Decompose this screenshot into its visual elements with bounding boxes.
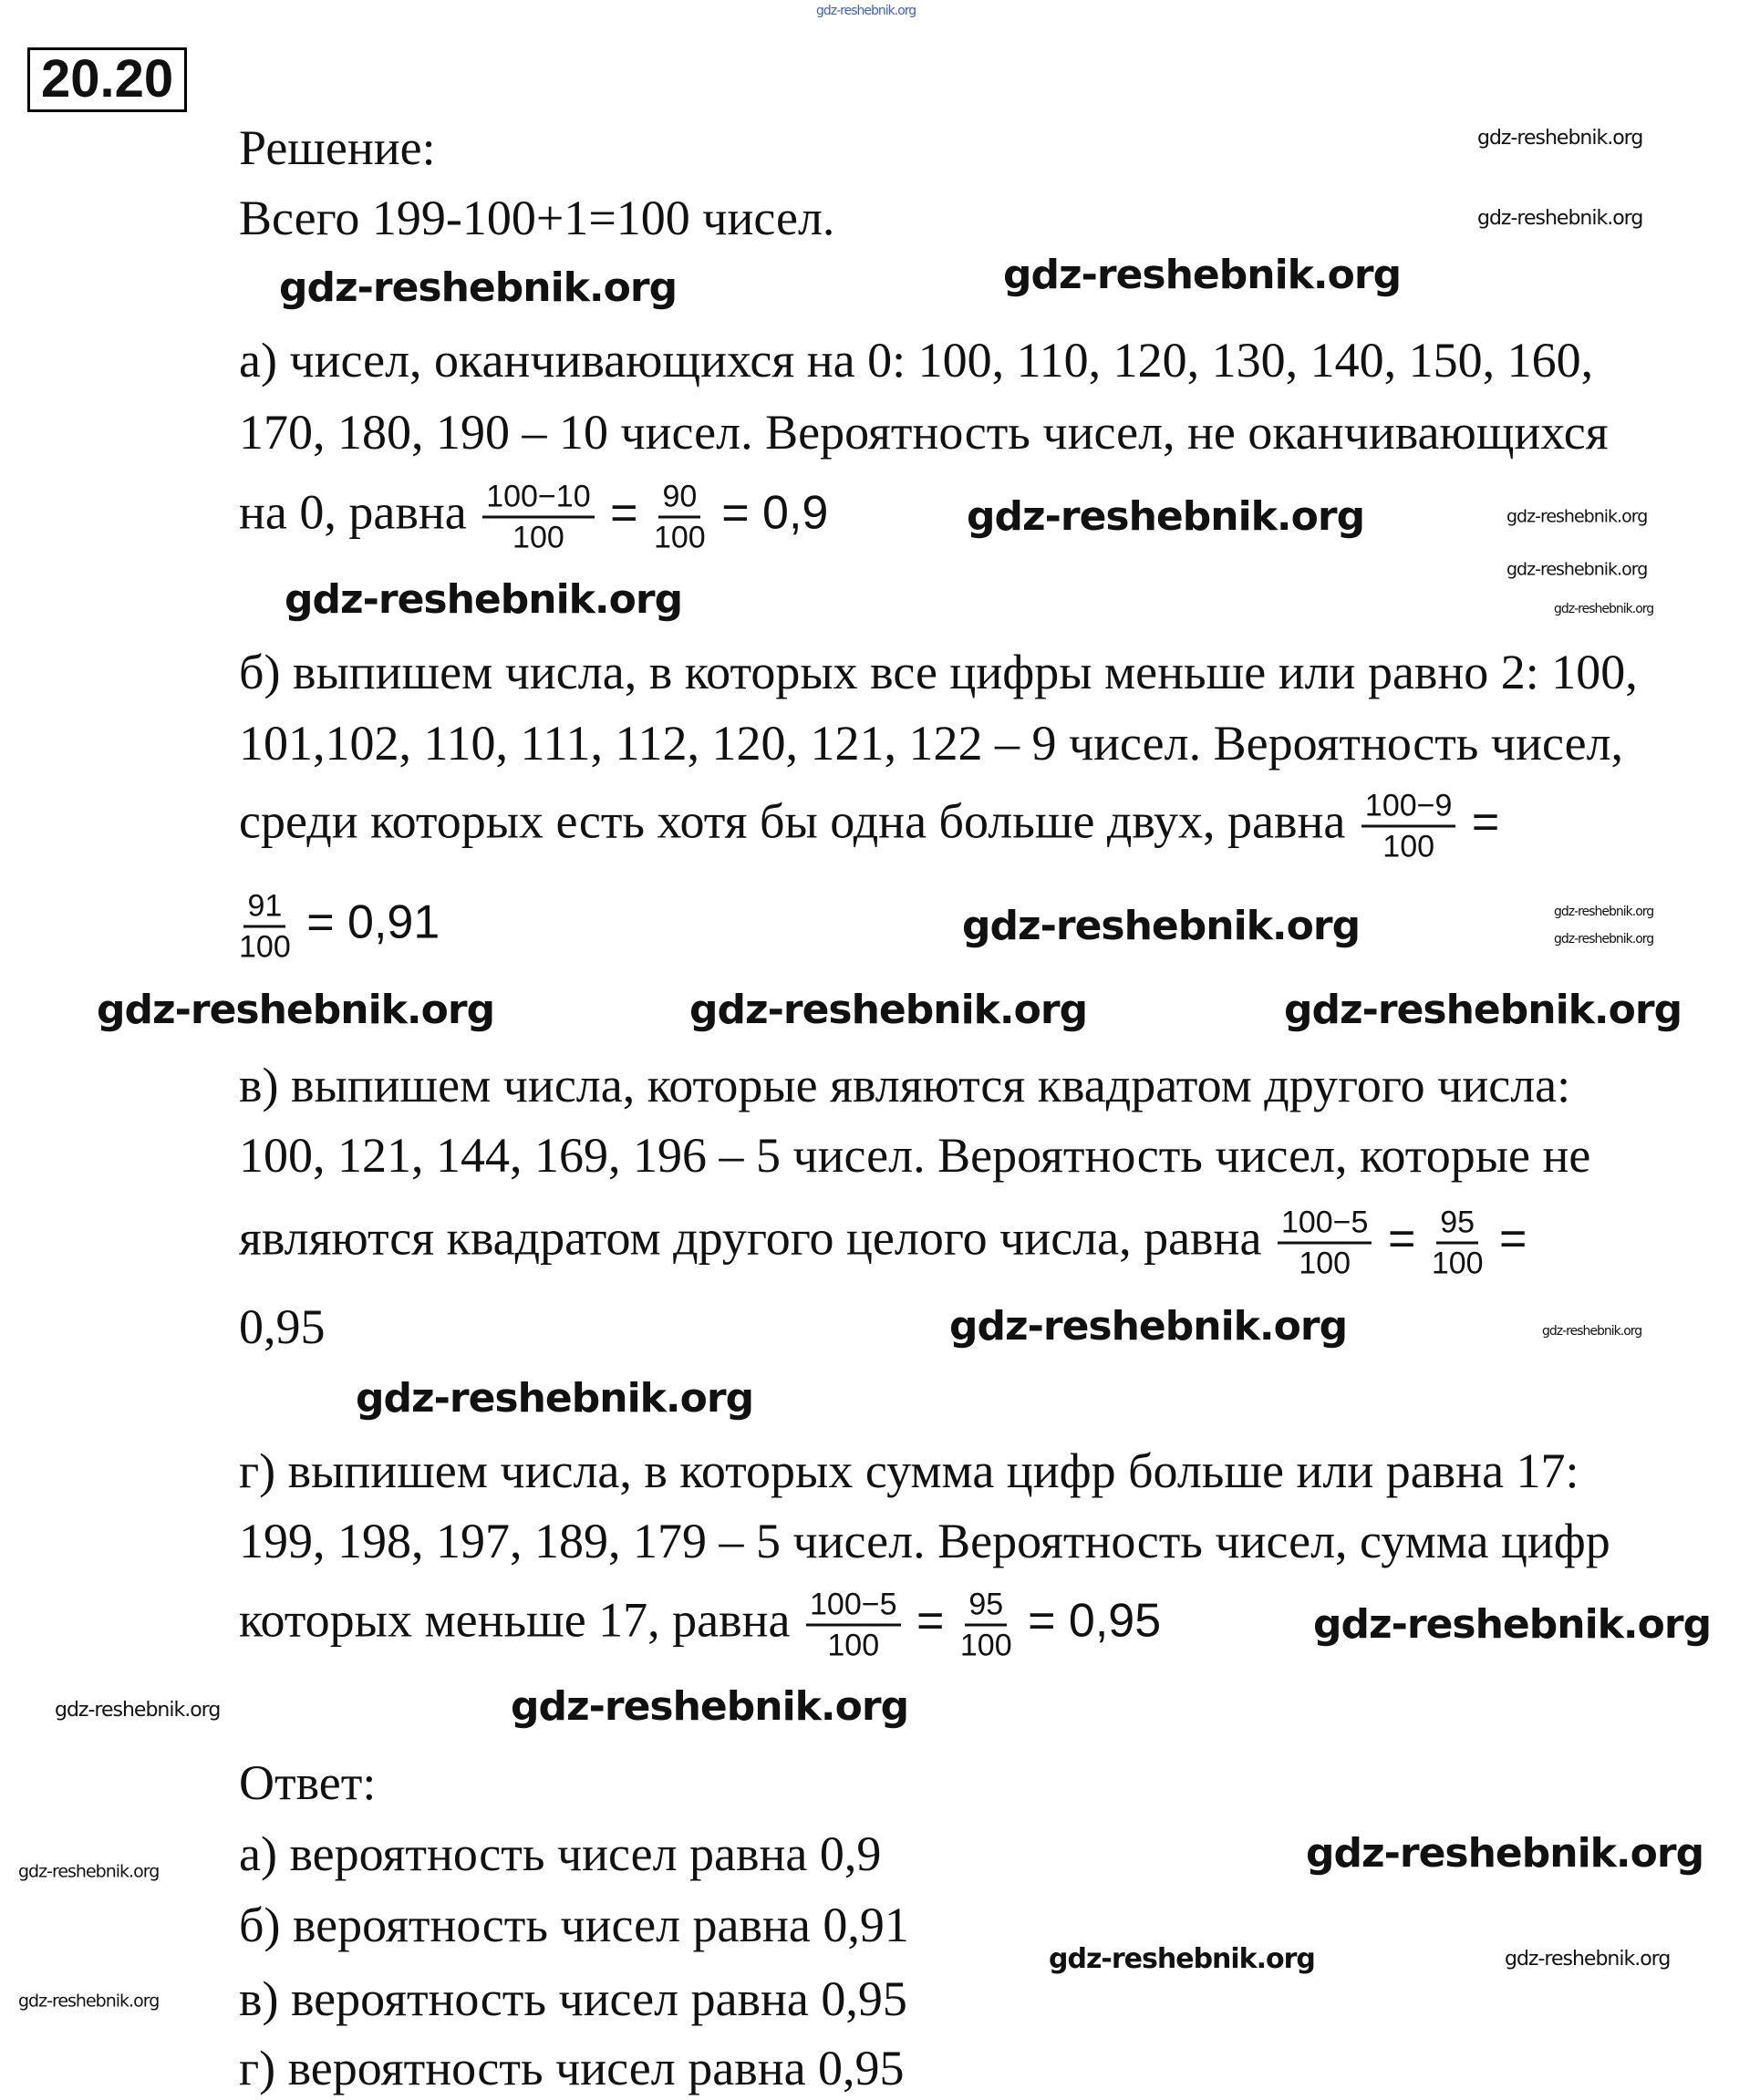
equals: =	[1471, 795, 1500, 849]
part-b-line3	[239, 787, 1499, 866]
numerator: 91	[243, 887, 285, 928]
equals: =	[1499, 1212, 1527, 1266]
watermark: gdz-reshebnik.org	[1506, 559, 1648, 580]
watermark: gdz-reshebnik.org	[1554, 602, 1654, 616]
fraction	[482, 478, 594, 557]
denominator: 100	[512, 520, 564, 555]
answer-item: г) вероятность чисел равна 0,95	[239, 2041, 905, 2095]
watermark: gdz-reshebnik.org	[18, 1991, 160, 2012]
text: среди которых есть хотя бы одна больше двух, равна	[239, 793, 1346, 849]
text: которых меньше 17, равна	[239, 1592, 791, 1648]
watermark: gdz-reshebnik.org	[1554, 905, 1654, 919]
denominator: 100	[653, 520, 706, 555]
numerator: 100−9	[1361, 787, 1456, 828]
result: = 0,9	[721, 486, 829, 540]
denominator: 100	[1431, 1246, 1484, 1281]
denominator: 100	[239, 929, 291, 965]
part-c-line2: 100, 121, 144, 169, 196 – 5 чисел. Вероятность чисел, которые не	[239, 1128, 1591, 1183]
equals: =	[916, 1594, 945, 1648]
text: на 0, равна	[239, 484, 467, 540]
denominator: 100	[827, 1628, 880, 1663]
part-b-line1: б) выпишем числа, в которых все цифры меньше или равно 2: 100,	[239, 645, 1638, 699]
part-d-line2: 199, 198, 197, 189, 179 – 5 чисел. Вероятность чисел, сумма цифр	[239, 1514, 1610, 1568]
fraction	[1432, 1204, 1484, 1283]
watermark: gdz-reshebnik.org	[55, 1699, 221, 1722]
watermark: gdz-reshebnik.org	[816, 4, 916, 18]
watermark: gdz-reshebnik.org	[1505, 1948, 1671, 1971]
watermark: gdz-reshebnik.org	[967, 493, 1365, 540]
total-count: Всего 199-100+1=100 чисел.	[239, 191, 835, 245]
problem-number: 20.20	[27, 47, 187, 112]
watermark: gdz-reshebnik.org	[1554, 932, 1654, 947]
part-a-line3	[239, 478, 828, 557]
answer-item: в) вероятность чисел равна 0,95	[239, 1971, 907, 2026]
equals: =	[610, 486, 638, 540]
watermark: gdz-reshebnik.org	[962, 903, 1361, 949]
numerator: 100−5	[806, 1586, 901, 1627]
part-c-result: 0,95	[239, 1299, 326, 1354]
part-b-line4	[239, 887, 440, 967]
part-c-line3	[239, 1204, 1527, 1283]
watermark: gdz-reshebnik.org	[285, 576, 683, 623]
numerator: 90	[658, 478, 700, 519]
result: = 0,91	[306, 895, 440, 949]
part-c-line1: в) выпишем числа, которые являются квадратом другого числа:	[239, 1058, 1571, 1112]
watermark: gdz-reshebnik.org	[18, 1861, 160, 1882]
answer-heading: Ответ:	[239, 1755, 377, 1810]
watermark: gdz-reshebnik.org	[1542, 1324, 1642, 1339]
watermark: gdz-reshebnik.org	[1049, 1943, 1315, 1975]
watermark: gdz-reshebnik.org	[511, 1683, 909, 1730]
watermark: gdz-reshebnik.org	[1003, 252, 1402, 298]
part-d-line3	[239, 1586, 1161, 1665]
fraction	[960, 1586, 1012, 1665]
watermark: gdz-reshebnik.org	[279, 264, 678, 311]
part-a-line2: 170, 180, 190 – 10 чисел. Вероятность чисел, не оканчивающихся	[239, 405, 1609, 460]
watermark: gdz-reshebnik.org	[97, 987, 495, 1033]
watermark: gdz-reshebnik.org	[689, 987, 1088, 1033]
fraction	[239, 887, 291, 967]
fraction	[806, 1586, 901, 1665]
equals: =	[1387, 1212, 1416, 1266]
watermark: gdz-reshebnik.org	[356, 1375, 754, 1422]
watermark: gdz-reshebnik.org	[1477, 127, 1643, 150]
watermark: gdz-reshebnik.org	[1313, 1601, 1712, 1648]
denominator: 100	[959, 1628, 1012, 1663]
fraction	[654, 478, 706, 557]
part-b-line2: 101,102, 110, 111, 112, 120, 121, 122 – 9 чисел. Вероятность чисел,	[239, 716, 1624, 771]
watermark: gdz-reshebnik.org	[1506, 506, 1648, 527]
part-d-line1: г) выпишем числа, в которых сумма цифр больше или равна 17:	[239, 1443, 1579, 1498]
text: являются квадратом другого целого числа, равна	[239, 1210, 1262, 1266]
fraction	[1361, 787, 1456, 866]
numerator: 100−5	[1278, 1204, 1372, 1245]
numerator: 95	[965, 1586, 1007, 1627]
solution-heading: Решение:	[239, 120, 436, 175]
numerator: 95	[1436, 1204, 1478, 1245]
watermark: gdz-reshebnik.org	[1284, 987, 1682, 1033]
denominator: 100	[1382, 829, 1435, 864]
watermark: gdz-reshebnik.org	[949, 1303, 1348, 1350]
numerator: 100−10	[482, 478, 594, 519]
watermark: gdz-reshebnik.org	[1306, 1830, 1704, 1877]
result: = 0,95	[1028, 1594, 1162, 1648]
watermark: gdz-reshebnik.org	[1477, 207, 1643, 230]
answer-item: б) вероятность чисел равна 0,91	[239, 1898, 909, 1952]
answer-item: а) вероятность чисел равна 0,9	[239, 1826, 882, 1881]
fraction	[1278, 1204, 1372, 1283]
denominator: 100	[1299, 1246, 1351, 1281]
part-a-line1: а) чисел, оканчивающихся на 0: 100, 110, 120, 130, 140, 150, 160,	[239, 333, 1594, 388]
